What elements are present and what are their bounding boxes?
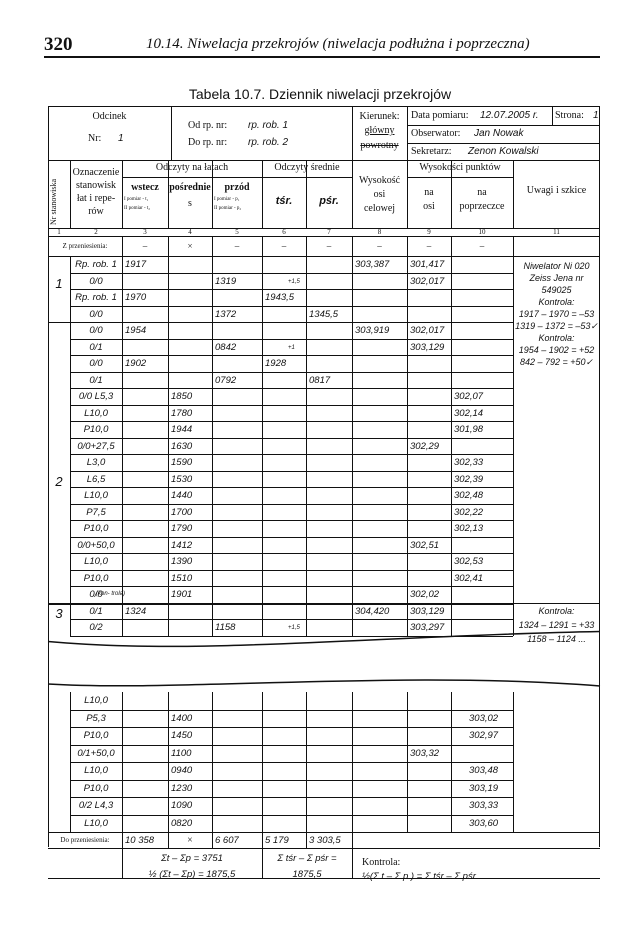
uwagi-note: Kontrola: xyxy=(538,297,575,307)
cell-s: 1400 xyxy=(171,713,193,724)
point-label: P10,0 xyxy=(83,573,109,584)
z-przeniesienia-cell: – xyxy=(479,241,485,251)
point-label: P10,0 xyxy=(83,424,109,435)
col-number: 10 xyxy=(478,228,486,236)
sum-p-sr: 3 303,5 xyxy=(309,835,341,846)
formula-half-diff: ½ (Σt – Σp) = 1875,5 xyxy=(148,869,236,880)
cell-s: 0940 xyxy=(171,765,193,776)
cell-s: 1412 xyxy=(171,540,193,551)
row-line xyxy=(70,727,513,728)
col-oznaczenie: Oznaczenie xyxy=(72,167,120,178)
col-number: 6 xyxy=(282,228,286,236)
kontrola-label: Kontrola: xyxy=(362,857,401,868)
cell-p: 0792 xyxy=(215,375,237,386)
cell-np: 303,02 xyxy=(469,713,499,724)
cell-wo: 304,420 xyxy=(355,606,390,617)
col-oznaczenie: łat i repe- xyxy=(76,193,116,204)
cell-s: 1630 xyxy=(171,441,193,452)
station-number: 3 xyxy=(55,606,63,621)
point-label: L10,0 xyxy=(84,556,108,567)
uwagi-kontrola: 1158 – 1124 ... xyxy=(527,634,586,644)
uwagi-note: 1954 – 1902 = +52 xyxy=(518,345,595,355)
z-przeniesienia-cell: – xyxy=(234,241,240,251)
cell-no: 301,417 xyxy=(410,259,445,270)
uwagi-kontrola: Kontrola: xyxy=(538,606,575,616)
cell-np: 302,07 xyxy=(454,391,484,402)
sum-wstecz: 10 358 xyxy=(125,835,155,846)
col-number: 3 xyxy=(143,228,147,236)
formula-mean-diff: Σ tśr – Σ pśr = xyxy=(277,853,337,864)
col-przod-sub: I pomiar - p₁ xyxy=(214,197,240,202)
table-caption: Tabela 10.7. Dziennik niwelacji przekrojów xyxy=(188,86,452,102)
point-label: 0/2 xyxy=(89,622,103,633)
point-label: 0/2 L4,3 xyxy=(78,800,114,811)
point-label: P10,0 xyxy=(83,730,109,741)
cell-no: 303,129 xyxy=(410,342,445,353)
cell-np: 302,14 xyxy=(454,408,484,419)
row-line xyxy=(70,762,513,763)
formula-mean-value: 1875,5 xyxy=(292,869,322,880)
uwagi-kontrola: 1324 – 1291 = +33 xyxy=(518,620,595,630)
od-label: Od rp. nr: xyxy=(188,120,228,131)
cell-np: 302,48 xyxy=(454,490,484,501)
point-label: L6,5 xyxy=(86,474,106,485)
z-przeniesienia-cell: – xyxy=(281,241,287,251)
col-wstecz: wstecz xyxy=(131,182,159,193)
strona-value: 1 xyxy=(593,110,599,121)
cell-s: 1850 xyxy=(171,391,193,402)
col-odczyty-lat: Odczyty na łatach xyxy=(155,162,229,173)
station-number: 2 xyxy=(55,474,63,489)
cell-s: 1944 xyxy=(171,424,193,435)
point-label: 0/0 xyxy=(89,589,103,600)
uwagi-note: Kontrola: xyxy=(538,333,575,343)
do-value: rp. rob. 2 xyxy=(248,137,289,148)
cell-np: 302,41 xyxy=(454,573,484,584)
kontrola-formula: ½(Σ t – Σ p ) = Σ tśr – Σ pśr xyxy=(362,871,476,882)
cell-np: 303,33 xyxy=(469,800,499,811)
cell-w: 1970 xyxy=(125,292,147,303)
uwagi-note: Niwelator Ni 020 xyxy=(523,261,590,271)
strona-label: Strona: xyxy=(555,110,584,121)
point-label: P10,0 xyxy=(83,523,109,534)
point-label: L10,0 xyxy=(84,490,108,501)
cell-s: 1090 xyxy=(171,800,193,811)
cell-no: 302,017 xyxy=(410,276,445,287)
column-divider xyxy=(212,832,213,848)
cell-p: 0842 xyxy=(215,342,237,353)
col-wstecz-sub: I pomiar - t₁ xyxy=(124,197,149,202)
sekretarz-value: Zenon Kowalski xyxy=(468,146,539,157)
kierunek-return: powrotny xyxy=(360,140,399,151)
col-wstecz-sub: II pomiar - t₂ xyxy=(124,206,151,211)
grid-line xyxy=(48,832,600,833)
col-number: 8 xyxy=(377,228,382,236)
cell-s: 1530 xyxy=(171,474,193,485)
obserwator-label: Obserwator: xyxy=(411,128,461,139)
row-line xyxy=(70,815,513,816)
col-number: 7 xyxy=(327,228,331,236)
cell-p: 1372 xyxy=(215,309,237,320)
do-label: Do rp. nr: xyxy=(188,137,228,148)
point-label: 0/0 xyxy=(89,358,103,369)
cell-no: 302,017 xyxy=(410,325,445,336)
row-line xyxy=(70,745,513,746)
point-label: Rp. rob. 1 xyxy=(75,259,117,270)
cell-ts: 1943,5 xyxy=(265,292,295,303)
cell-s: 1590 xyxy=(171,457,193,468)
col-oznaczenie: rów xyxy=(88,206,104,217)
kierunek-main: główny xyxy=(364,125,395,136)
cell-no: 303,129 xyxy=(410,606,445,617)
col-na-poprzeczce: na xyxy=(477,187,487,198)
col-na-poprzeczce: poprzeczce xyxy=(459,201,505,212)
cell-s: 1450 xyxy=(171,730,193,741)
cell-no: 303,32 xyxy=(410,748,440,759)
sum-t-sr: 5 179 xyxy=(265,835,289,846)
cell-p: 1319 xyxy=(215,276,237,287)
nr-label: Nr: xyxy=(88,133,102,144)
col-number: 11 xyxy=(553,228,560,236)
col-nr-stanowiska: Nr stanowiska xyxy=(49,179,58,225)
point-label: 0/0+27,5 xyxy=(77,441,115,452)
point-label: 0/0 xyxy=(89,325,103,336)
col-number: 4 xyxy=(188,228,192,236)
station-number: 1 xyxy=(55,276,63,291)
cell-s: 1780 xyxy=(171,408,193,419)
cell-wo: 303,387 xyxy=(355,259,390,270)
grid-line xyxy=(48,848,600,849)
cell-np: 303,60 xyxy=(469,818,499,829)
point-label: 0/0 xyxy=(89,309,103,320)
cell-s: 1700 xyxy=(171,507,193,518)
cell-np: 302,22 xyxy=(454,507,484,518)
col-p-sr: pśr. xyxy=(319,195,339,207)
point-label: P5,3 xyxy=(86,713,106,724)
cell-s: 1100 xyxy=(171,748,192,759)
z-przeniesienia-cell: – xyxy=(377,241,382,251)
z-przeniesienia-cell: – xyxy=(142,241,148,251)
col-na-osi: na xyxy=(424,187,434,198)
column-divider xyxy=(513,692,514,832)
col-odczyty-srednie: Odczyty średnie xyxy=(274,162,340,173)
cell-w: 1902 xyxy=(125,358,147,369)
col-posrednie-sub: s xyxy=(188,198,192,209)
page-number: 320 xyxy=(44,34,73,55)
cell-no: 302,02 xyxy=(410,589,440,600)
cell-ps: 1345,5 xyxy=(309,309,339,320)
col-wys-osi-celowej: celowej xyxy=(363,203,396,214)
cell-no: 302,51 xyxy=(410,540,440,551)
cell-s: 1510 xyxy=(171,573,193,584)
point-label: 0/0 xyxy=(89,276,103,287)
cell-s: 1230 xyxy=(171,783,193,794)
point-label: Rp. rob. 1 xyxy=(75,292,117,303)
data-label: Data pomiaru: xyxy=(411,110,469,121)
point-label-note: (kon- trola) xyxy=(96,591,126,597)
cell-no: 302,29 xyxy=(410,441,440,452)
uwagi-note: 1319 – 1372 = –53✓ xyxy=(515,321,598,331)
point-label: L10,0 xyxy=(84,408,108,419)
cell-np: 302,97 xyxy=(469,730,499,741)
col-number: 9 xyxy=(427,228,431,236)
uwagi-note: Zeiss Jena nr xyxy=(529,273,584,283)
point-label: 0/1 xyxy=(89,606,103,617)
cell-p: 1158 xyxy=(215,622,236,633)
uwagi-note: 549025 xyxy=(541,285,572,295)
cell-delta: +1 xyxy=(288,345,295,351)
z-przeniesienia-cell: – xyxy=(426,241,432,251)
cell-no: 303,297 xyxy=(410,622,445,633)
cell-s: 1390 xyxy=(171,556,193,567)
point-label: L10,0 xyxy=(84,818,108,829)
col-na-osi: osi xyxy=(423,201,435,212)
data-value: 12.07.2005 r. xyxy=(480,110,539,121)
cell-s: 0820 xyxy=(171,818,193,829)
col-t-sr: tśr. xyxy=(275,195,293,207)
formula-sum-diff: Σt – Σp = 3751 xyxy=(161,853,223,864)
odcinek-label: Odcinek xyxy=(92,111,127,122)
cell-np: 302,39 xyxy=(454,474,484,485)
cell-w: 1954 xyxy=(125,325,147,336)
point-label: L10,0 xyxy=(84,765,108,776)
point-label: 0/0 L5,3 xyxy=(78,391,114,402)
col-wys-osi-celowej: osi xyxy=(373,189,386,200)
cell-w: 1324 xyxy=(125,606,147,617)
column-divider xyxy=(122,832,123,848)
z-przeniesienia-label: Z przeniesienia: xyxy=(62,242,108,250)
col-number: 5 xyxy=(235,228,239,236)
col-wys-punktow: Wysokości punktów xyxy=(419,162,501,173)
grid-line xyxy=(352,832,353,878)
col-oznaczenie: stanowisk xyxy=(76,180,116,191)
cell-np: 302,53 xyxy=(454,556,484,567)
od-value: rp. rob. 1 xyxy=(248,120,289,131)
do-przeniesienia-label: Do przeniesienia: xyxy=(60,836,110,844)
cell-w: 1917 xyxy=(125,259,147,270)
torn-gap xyxy=(49,652,599,671)
row-line xyxy=(70,710,513,711)
cell-delta: +1,5 xyxy=(288,625,300,631)
cell-np: 302,33 xyxy=(454,457,484,468)
running-title: 10.14. Niwelacja przekrojów (niwelacja podłużna i poprzeczna) xyxy=(146,36,530,52)
cell-s: 1440 xyxy=(171,490,193,501)
point-label: L10,0 xyxy=(84,695,108,706)
cell-np: 301,98 xyxy=(454,424,484,435)
cell-ps: 0817 xyxy=(309,375,331,386)
sum-posrednie: × xyxy=(187,835,193,846)
point-label: P7,5 xyxy=(86,507,106,518)
point-label: 0/1 xyxy=(89,375,103,386)
nr-value: 1 xyxy=(118,133,124,144)
grid-line xyxy=(122,848,123,878)
uwagi-note: 842 – 792 = +50✓ xyxy=(519,357,594,367)
col-number: 1 xyxy=(57,228,61,236)
cell-np: 303,19 xyxy=(469,783,499,794)
cell-wo: 303,919 xyxy=(355,325,390,336)
point-label: 0/0+50,0 xyxy=(77,540,115,551)
upper-break-line xyxy=(48,632,600,647)
row-line xyxy=(70,780,513,781)
uwagi-note: 1917 – 1970 = –53 xyxy=(518,309,595,319)
col-przod-sub: II pomiar - p₂ xyxy=(214,206,242,211)
row-line xyxy=(70,797,513,798)
cell-np: 303,48 xyxy=(469,765,499,776)
point-label: 0/1+50,0 xyxy=(77,748,115,759)
cell-delta: +1,5 xyxy=(288,279,300,285)
obserwator-value: Jan Nowak xyxy=(474,128,524,139)
cell-s: 1790 xyxy=(171,523,193,534)
z-przeniesienia-cell: × xyxy=(187,241,193,251)
column-divider xyxy=(262,832,263,848)
cell-np: 302,13 xyxy=(454,523,484,534)
column-divider xyxy=(306,832,307,848)
sekretarz-label: Sekretarz: xyxy=(411,146,452,157)
point-label: 0/1 xyxy=(89,342,103,353)
col-wys-osi-celowej: Wysokość xyxy=(358,175,401,186)
z-przeniesienia-cell: – xyxy=(326,241,332,251)
sum-przod: 6 607 xyxy=(215,835,239,846)
col-uwagi: Uwagi i szkice xyxy=(526,185,587,196)
cell-ts: 1928 xyxy=(265,358,287,369)
point-label: L3,0 xyxy=(86,457,106,468)
col-przod: przód xyxy=(224,182,250,193)
kierunek-label: Kierunek: xyxy=(359,111,400,122)
col-posrednie: pośrednie xyxy=(169,182,211,193)
cell-s: 1901 xyxy=(171,589,193,600)
col-number: 2 xyxy=(94,228,98,236)
lower-break-line xyxy=(48,680,600,686)
point-label: P10,0 xyxy=(83,783,109,794)
